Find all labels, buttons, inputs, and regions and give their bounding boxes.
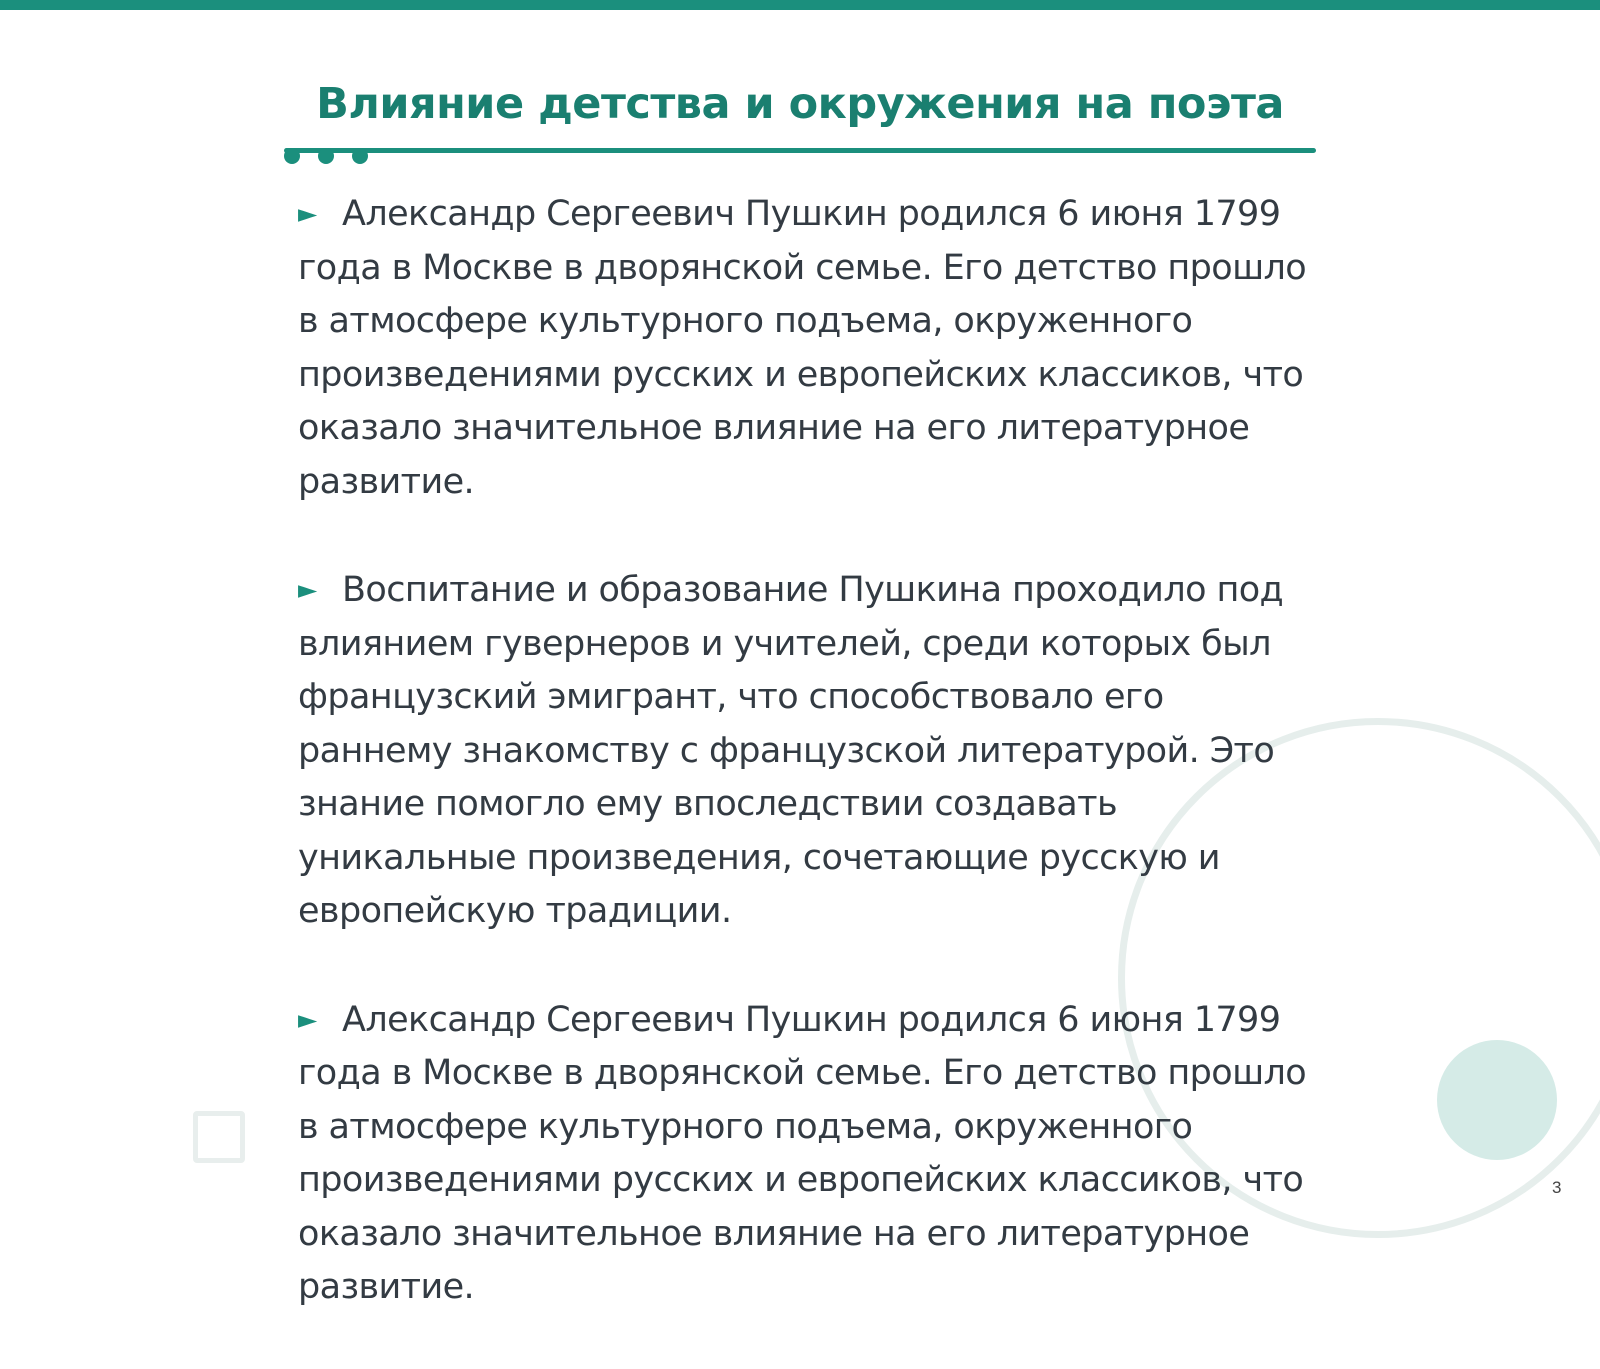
paragraph-text: Воспитание и образование Пушкина проходило под влиянием гувернеров и учителей, среди которых был французский эмигрант, что способствовало его раннему знакомству с французской литературой. Это знание помогло ему впоследствии создавать уникальные произведения, сочетающие русскую и европейскую традиции. [298, 570, 1284, 931]
page-number: 3 [1552, 1178, 1562, 1197]
paragraph-text: Александр Сергеевич Пушкин родился 6 июня 1799 года в Москве в дворянской семье. Его детство прошло в атмосфере культурного подъема, окруженного произведениями русских и европейских классиков, что оказало значительное влияние на его литературное развитие. [298, 999, 1307, 1307]
underline-dot [318, 148, 334, 164]
triangle-bullet-icon: ► [298, 1004, 317, 1034]
underline-dot [352, 148, 368, 164]
paragraph-text: Александр Сергеевич Пушкин родился 6 июня 1799 года в Москве в дворянской семье. Его детство прошло в атмосфере культурного подъема, окруженного произведениями русских и европейских классиков, что оказало значительное влияние на его литературное развитие. [298, 194, 1307, 502]
decorative-square [193, 1111, 245, 1163]
decorative-dot [1437, 1040, 1557, 1160]
slide-title: Влияние детства и окружения на поэта [316, 79, 1284, 129]
slide-body [298, 187, 1318, 1369]
top-accent-bar [0, 0, 1600, 10]
underline-dot [284, 148, 300, 164]
triangle-bullet-icon: ► [298, 575, 317, 604]
bullet-paragraph [298, 187, 1318, 509]
triangle-bullet-icon: ► [298, 199, 317, 228]
bullet-paragraph [298, 563, 1318, 939]
bullet-paragraph [298, 993, 1318, 1315]
title-underline [284, 148, 1316, 153]
